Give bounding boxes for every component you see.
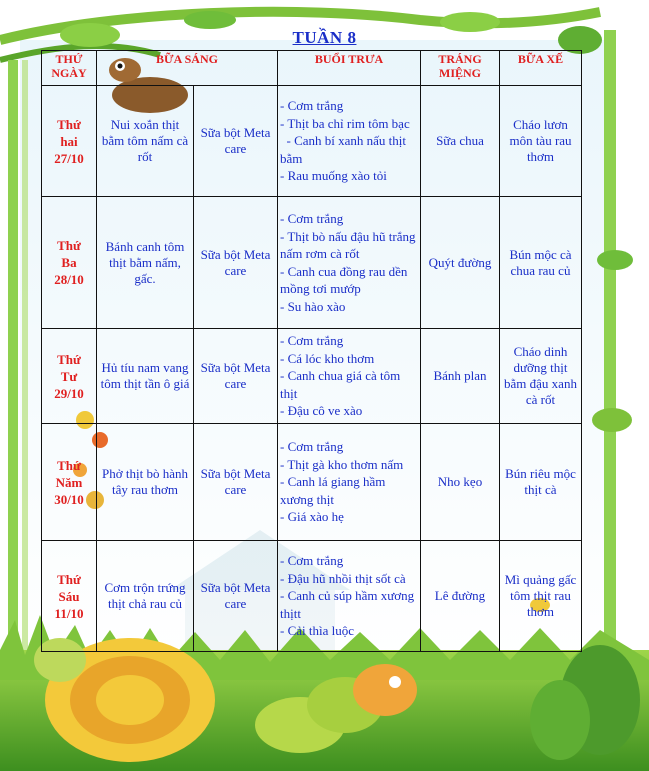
left-stem <box>8 60 18 660</box>
lunch-cell: - Cơm trắng - Thịt bò nấu đậu hũ trắng nấm rơm cà rốt - Canh cua đồng rau dền mồng tơi mướp - Su hào xào <box>278 197 421 329</box>
table-row <box>42 86 582 197</box>
table-row <box>42 424 582 541</box>
breakfast-drink-cell: Sữa bột Meta care <box>194 541 278 652</box>
snack-cell: Mì quảng gấc tôm thịt rau thơm <box>500 541 582 652</box>
day-cell: Thứ Năm 30/10 <box>42 424 97 541</box>
dessert-cell: Bánh plan <box>421 329 500 424</box>
day-cell: Thứ Tư 29/10 <box>42 329 97 424</box>
header-snack: BỮA XẾ <box>500 51 582 86</box>
breakfast-main-cell: Cơm trộn trứng thịt chả rau củ <box>97 541 194 652</box>
breakfast-drink-cell: Sữa bột Meta care <box>194 86 278 197</box>
table-row <box>42 329 582 424</box>
lunch-cell: - Cơm trắng - Cá lóc kho thơm - Canh chua giá cà tôm thịt - Đậu cô ve xào <box>278 329 421 424</box>
breakfast-drink-cell: Sữa bột Meta care <box>194 424 278 541</box>
table-header-row <box>42 51 582 86</box>
breakfast-main-cell: Nui xoắn thịt bằm tôm nấm cà rốt <box>97 86 194 197</box>
table-row <box>42 541 582 652</box>
snack-cell: Bún riêu mộc thịt cà <box>500 424 582 541</box>
dessert-cell: Quýt đường <box>421 197 500 329</box>
header-lunch: BUỔI TRƯA <box>278 51 421 86</box>
page-title: TUẦN 8 <box>292 28 357 47</box>
right-stem <box>604 30 616 670</box>
breakfast-drink-cell: Sữa bột Meta care <box>194 197 278 329</box>
table-row <box>42 197 582 329</box>
header-dessert: TRÁNG MIỆNG <box>421 51 500 86</box>
dessert-cell: Lê đường <box>421 541 500 652</box>
header-day: THỨ NGÀY <box>42 51 97 86</box>
day-cell: Thứ Sáu 11/10 <box>42 541 97 652</box>
breakfast-main-cell: Bánh canh tôm thịt bằm nấm, gấc. <box>97 197 194 329</box>
breakfast-main-cell: Hủ tíu nam vang tôm thịt tần ô giá <box>97 329 194 424</box>
lunch-cell: - Cơm trắng - Thịt ba chỉ rim tôm bạc - Canh bí xanh nấu thịt bằm - Rau muống xào tỏi <box>278 86 421 197</box>
dessert-cell: Nho kẹo <box>421 424 500 541</box>
header-breakfast: BỮA SÁNG <box>97 51 278 86</box>
breakfast-main-cell: Phở thịt bò hành tây rau thơm <box>97 424 194 541</box>
lunch-cell: - Cơm trắng - Đậu hũ nhồi thịt sốt cà - Canh củ súp hầm xương thịtt - Cải thìa luộc <box>278 541 421 652</box>
lunch-cell: - Cơm trắng - Thịt gà kho thơm nấm - Canh lá giang hầm xương thịt - Giá xào hẹ <box>278 424 421 541</box>
snack-cell: Cháo lươn môn tàu rau thơm <box>500 86 582 197</box>
day-cell: Thứ Ba 28/10 <box>42 197 97 329</box>
day-cell: Thứ hai 27/10 <box>42 86 97 197</box>
weekly-menu-table <box>41 50 582 652</box>
snack-cell: Cháo dinh dưỡng thịt bằm đậu xanh cà rốt <box>500 329 582 424</box>
snack-cell: Bún mộc cà chua rau củ <box>500 197 582 329</box>
dessert-cell: Sữa chua <box>421 86 500 197</box>
breakfast-drink-cell: Sữa bột Meta care <box>194 329 278 424</box>
